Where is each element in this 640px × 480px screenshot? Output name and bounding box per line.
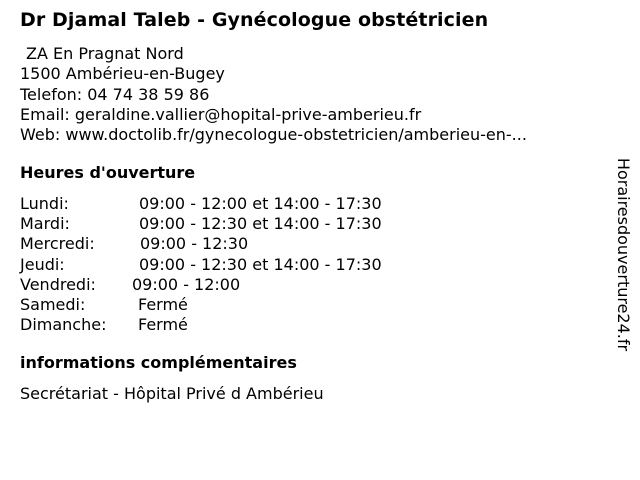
additional-info-heading: informations complémentaires: [20, 353, 297, 372]
hours-row-monday: [20, 194, 440, 214]
time-value: 09:00 - 12:30 et 14:00 - 17:30: [139, 214, 382, 234]
opening-hours-table: [20, 194, 440, 335]
address-street: ZA En Pragnat Nord: [26, 44, 184, 63]
page-title: Dr Djamal Taleb - Gynécologue obstétricien: [20, 9, 489, 31]
hours-row-wednesday: [20, 234, 440, 254]
time-value: 09:00 - 12:30: [140, 234, 249, 254]
hours-row-tuesday: [20, 214, 440, 234]
phone-line: Telefon: 04 74 38 59 86: [20, 84, 210, 104]
day-label: Lundi:: [20, 194, 69, 213]
day-label: Dimanche:: [20, 315, 107, 335]
day-label: Jeudi:: [20, 254, 65, 274]
hours-row-friday: [20, 275, 440, 295]
time-value: Fermé: [138, 294, 188, 314]
contact-block: [20, 44, 527, 145]
email-line: Email: geraldine.vallier@hopital-prive-amberieu.fr: [20, 104, 422, 124]
day-label: Mercredi:: [20, 234, 95, 254]
opening-hours-heading: Heures d'ouverture: [20, 163, 196, 182]
day-label: Samedi:: [20, 294, 86, 314]
web-line: Web: www.doctolib.fr/gynecologue-obstetricien/amberieu-en-...: [20, 125, 527, 145]
hours-row-saturday: [20, 295, 440, 315]
address-city: 1500 Ambérieu-en-Bugey: [20, 64, 225, 84]
hours-row-thursday: [20, 255, 440, 275]
site-watermark: [612, 134, 636, 374]
time-value: Fermé: [138, 315, 188, 335]
time-value: 09:00 - 12:00: [132, 274, 241, 294]
watermark-text: Horairesdouverture24.fr: [614, 157, 634, 351]
day-label: Mardi:: [20, 214, 70, 234]
hours-row-sunday: [20, 315, 440, 335]
additional-info-text: Secrétariat - Hôpital Privé d Ambérieu: [20, 384, 324, 403]
time-value: 09:00 - 12:30 et 14:00 - 17:30: [139, 254, 382, 274]
time-value: 09:00 - 12:00 et 14:00 - 17:30: [139, 194, 382, 213]
day-label: Vendredi:: [20, 274, 96, 294]
